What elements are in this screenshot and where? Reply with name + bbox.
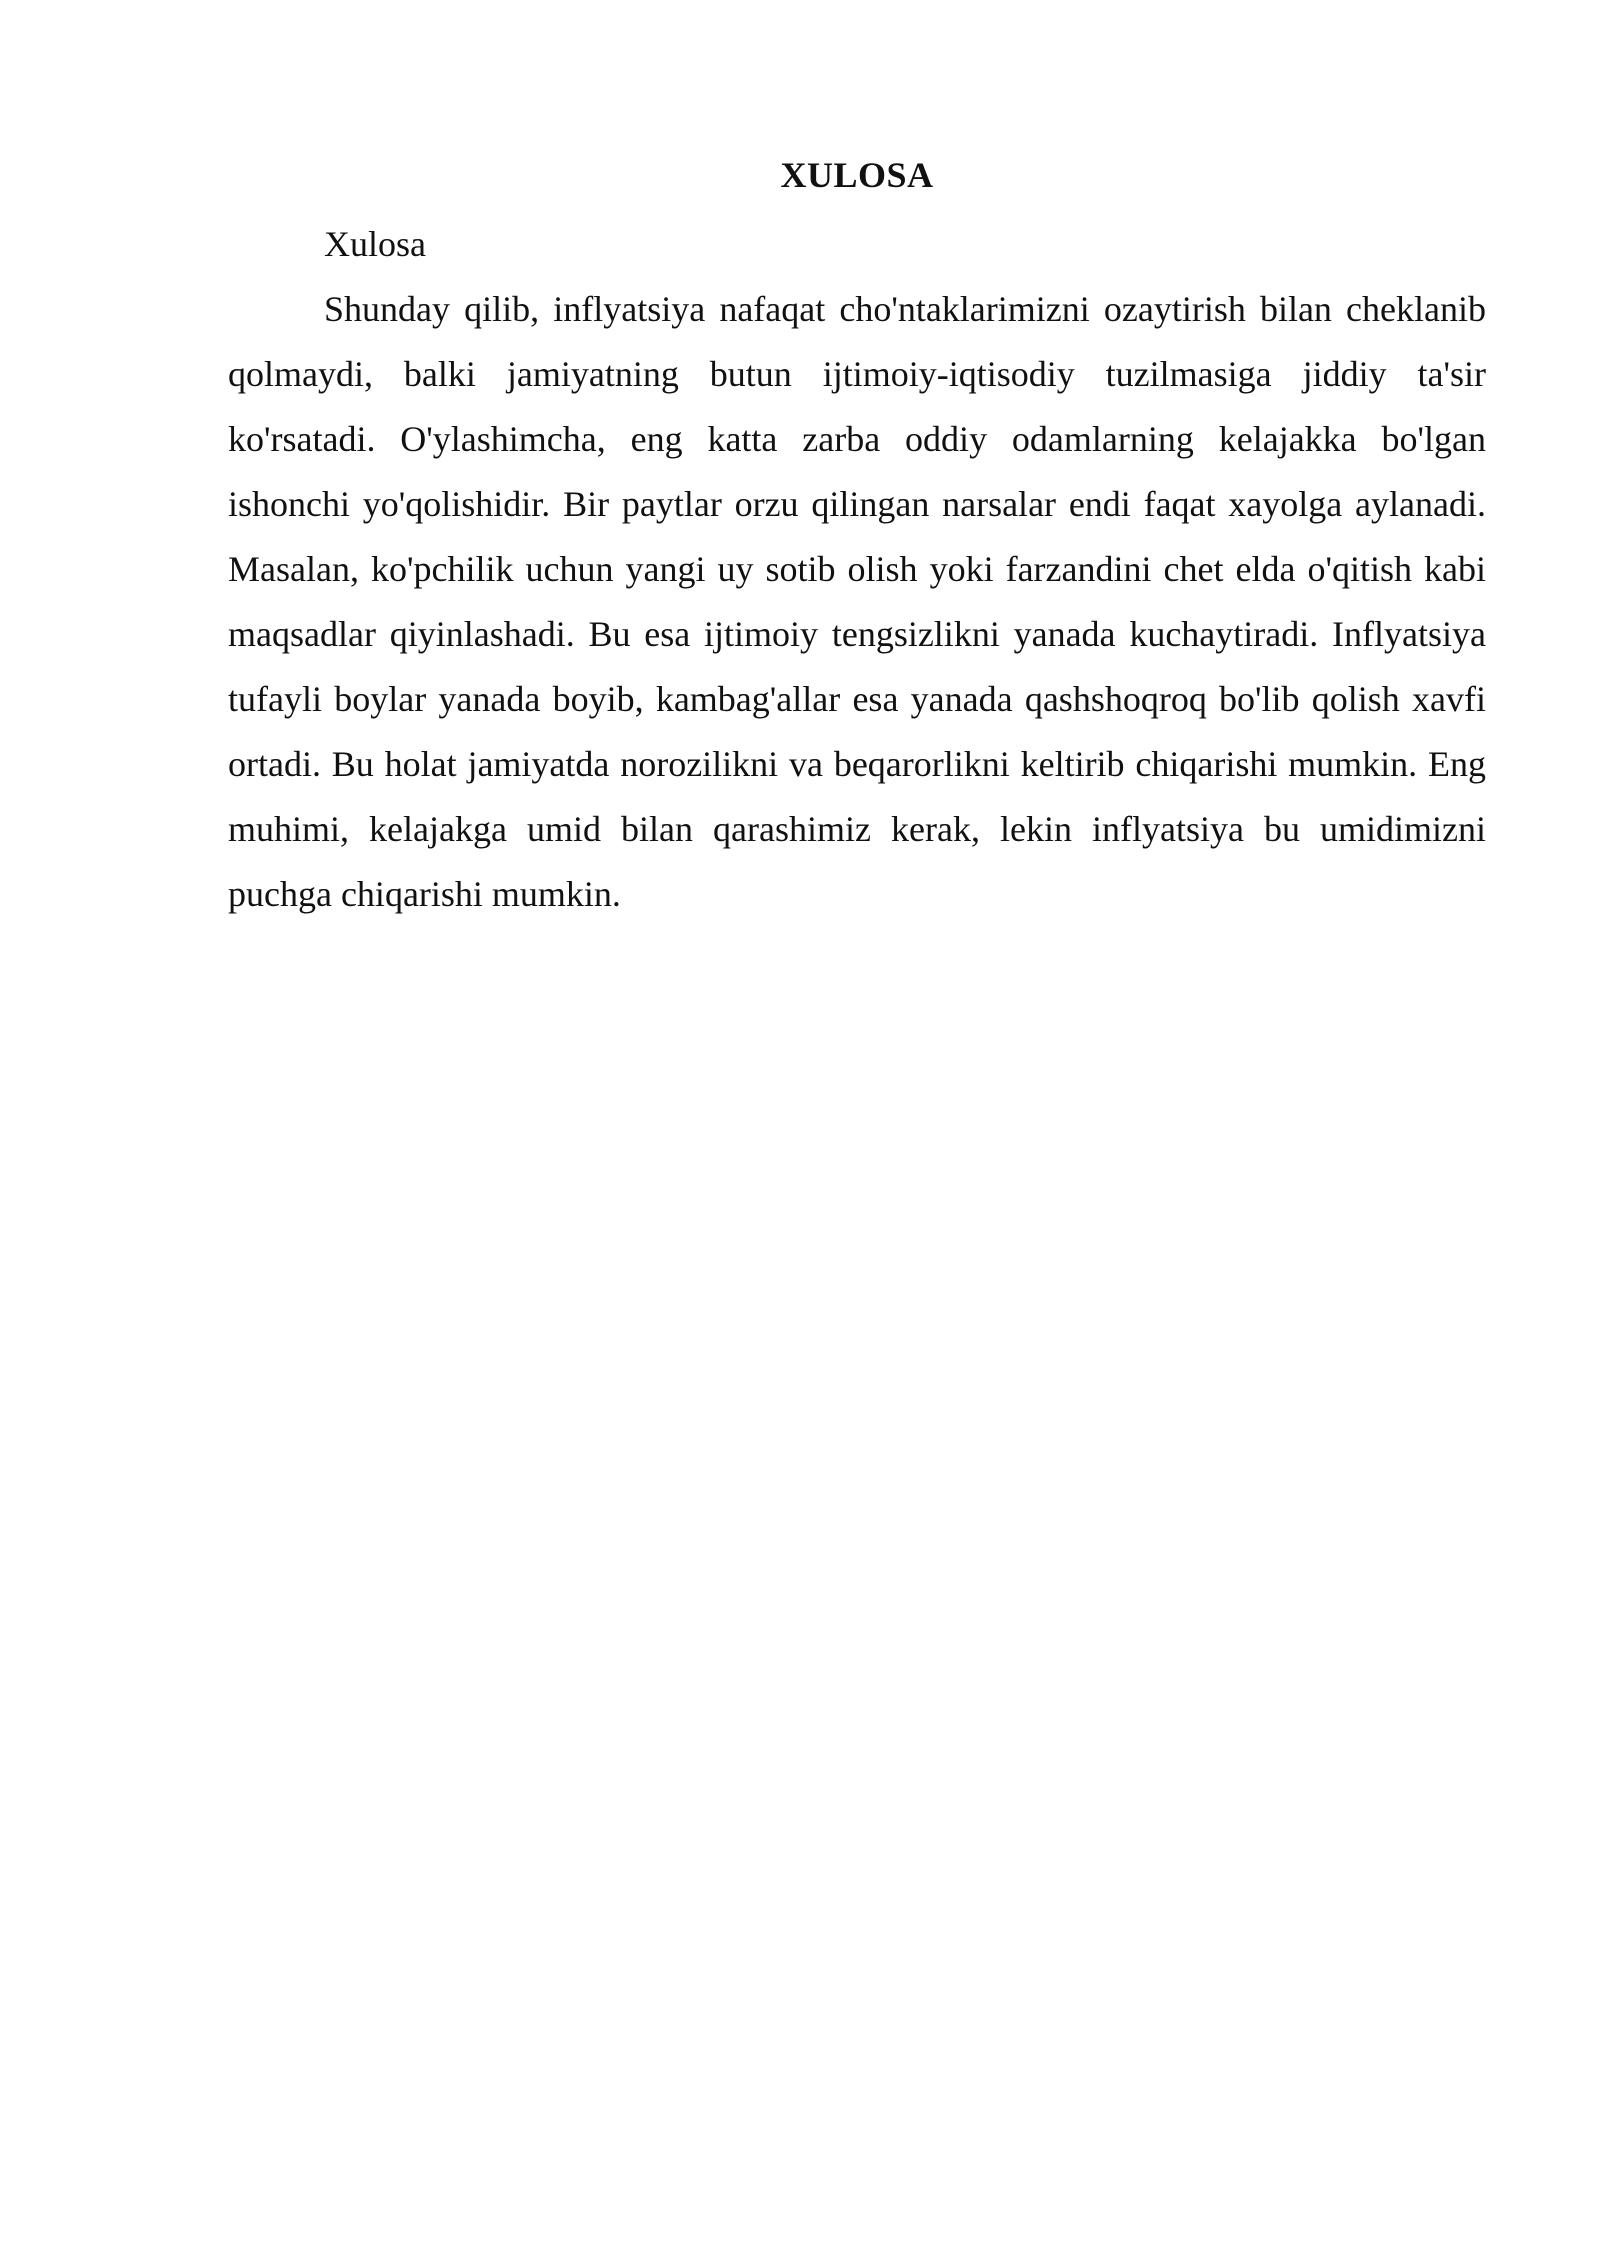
page-title: XULOSA: [780, 155, 934, 195]
body-paragraph: Shunday qilib, inflyatsiya nafaqat cho'ntaklarimizni ozaytirish bilan cheklanib qolmaydi, balki jamiyatning butun ijtimoiy-iqtisodiy tuzilmasiga jiddiy ta'sir ko'rsatadi. O'ylashimcha, eng katta zarba oddiy odamlarning kelajakka bo'lgan ishonchi yo'qolishidir. Bir paytlar orzu qilingan narsalar endi faqat xayolga aylanadi. Masalan, ko'pchilik uchun yangi uy sotib olish yoki farzandini chet elda o'qitish kabi maqsadlar qiyinlashadi. Bu esa ijtimoiy tengsizlikni yanada kuchaytiradi. Inflyatsiya tufayli boylar yanada boyib, kambag'allar esa yanada qashshoqroq bo'lib qolish xavfi ortadi. Bu holat jamiyatda norozilikni va beqarorlikni keltirib chiqarishi mumkin. Eng muhimi, kelajakga umid bilan qarashimiz kerak, lekin inflyatsiya bu umidimizni puchga chiqarishi mumkin.: [228, 289, 1486, 914]
section-subheading: Xulosa: [324, 224, 426, 264]
page-content: [228, 148, 1486, 927]
